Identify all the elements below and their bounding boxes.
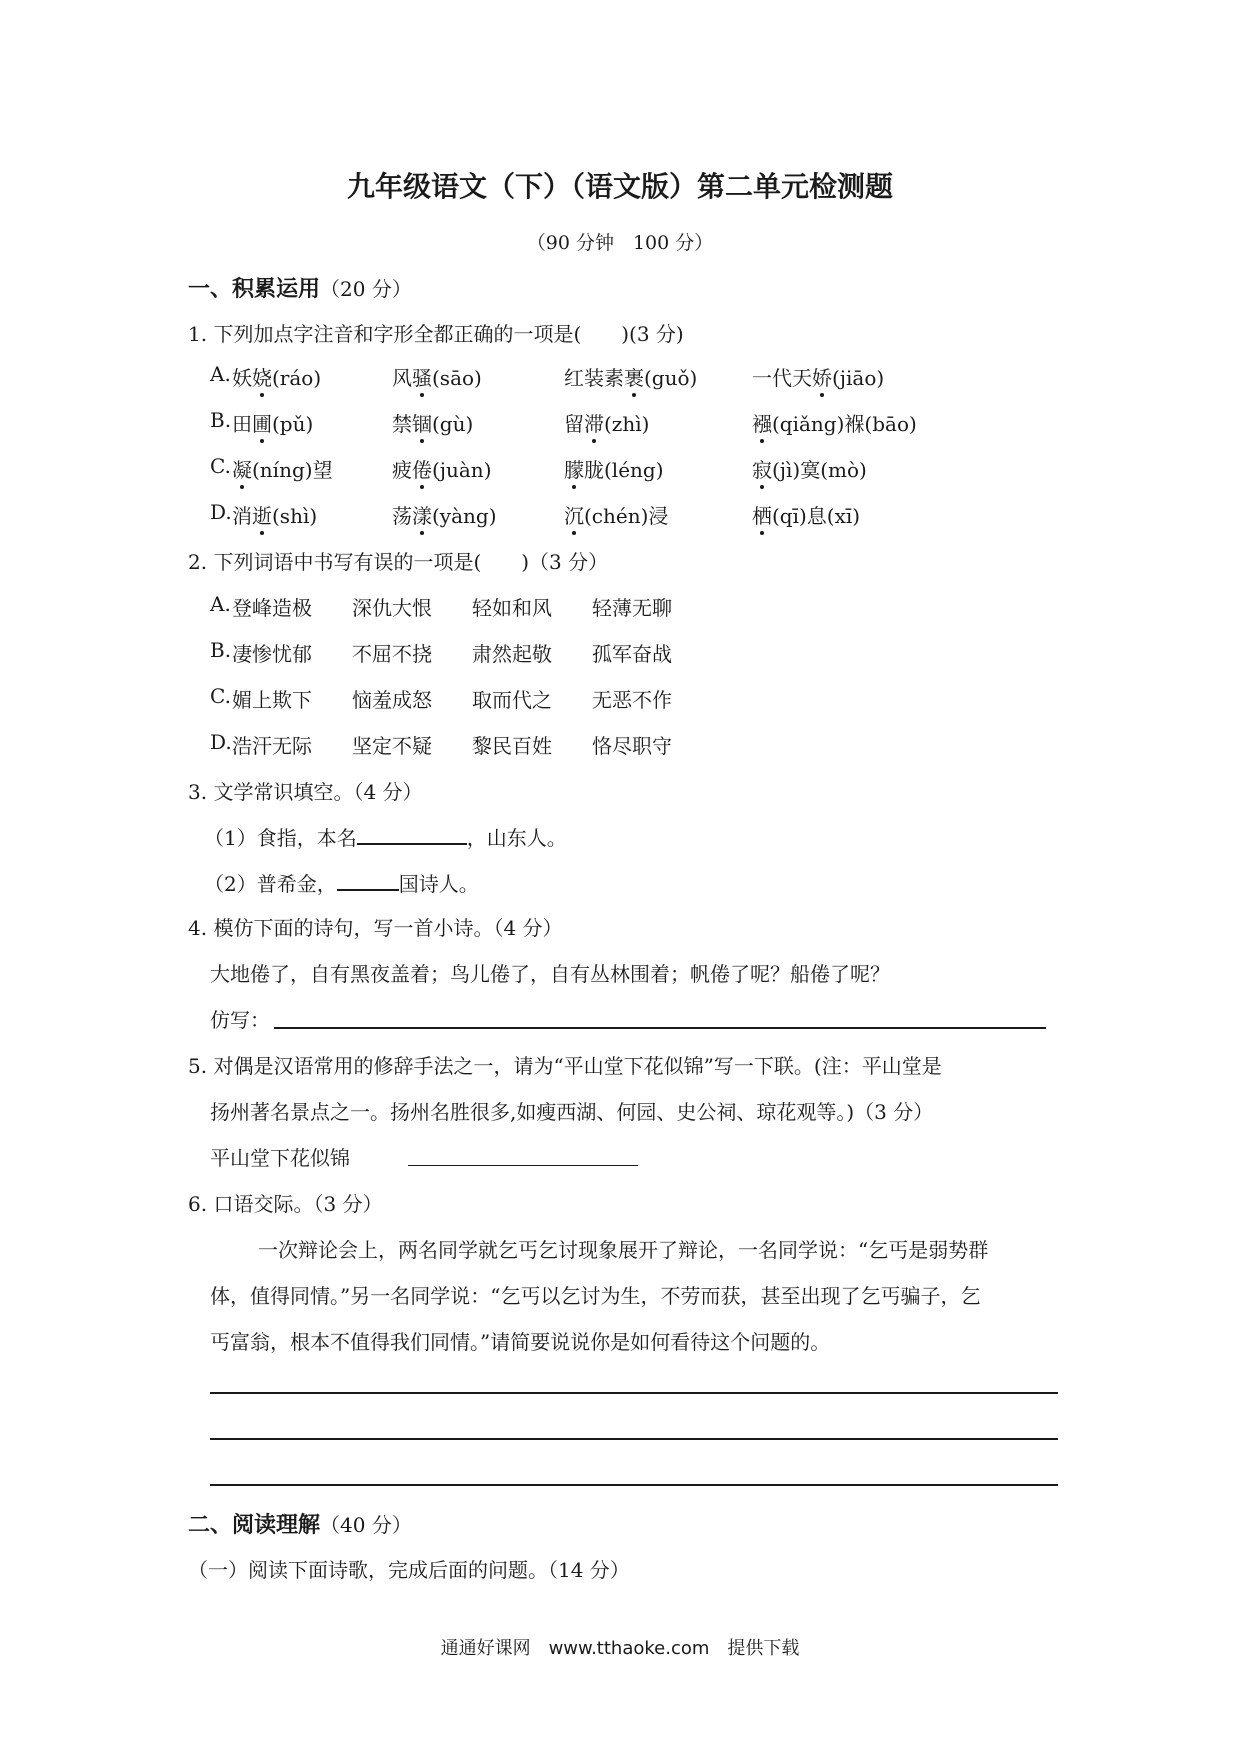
question-3-stem: 3. 文学常识填空。（4 分） <box>188 780 423 804</box>
answer-line[interactable] <box>274 1027 1046 1029</box>
dotted-character: 圃 <box>252 408 272 437</box>
option-word: 取而代之 <box>472 688 552 712</box>
dotted-character: 骚 <box>412 362 432 391</box>
option-item: 禁锢(gù) <box>392 408 473 437</box>
question-6-stem: 6. 口语交际。（3 分） <box>188 1192 383 1216</box>
option-label: A. <box>210 362 231 386</box>
footer-source: 通通好课网 www.tthaoke.com 提供下载 <box>440 1638 800 1659</box>
option-item: 消逝(shì) <box>232 500 317 529</box>
option-label: B. <box>210 408 232 432</box>
couplet-first-line: 平山堂下花似锦 <box>210 1146 350 1170</box>
dotted-character: 娆 <box>252 362 272 391</box>
option-item: 沉(chén)浸 <box>564 500 668 529</box>
option-word: 浩汗无际 <box>232 734 312 758</box>
option-label: C. <box>210 454 231 478</box>
option-word: 登峰造极 <box>232 596 312 620</box>
dotted-character: 朦 <box>564 454 584 483</box>
question-5-line-1: 5. 对偶是汉语常用的修辞手法之一，请为“平山堂下花似锦”写一下联。(注：平山堂是 <box>188 1054 942 1078</box>
page-title: 九年级语文（下）（语文版）第二单元检测题 <box>346 170 893 203</box>
reading-part-1-intro: （一）阅读下面诗歌，完成后面的问题。（14 分） <box>188 1558 630 1582</box>
answer-line[interactable] <box>210 1484 1058 1486</box>
option-item: 荡漾(yàng) <box>392 500 497 529</box>
question-6-line-3: 丐富翁，根本不值得我们同情。”请简要说说你是如何看待这个问题的。 <box>210 1330 831 1354</box>
option-item: 田圃(pǔ) <box>232 408 313 437</box>
question-6-line-1: 一次辩论会上，两名同学就乞丐乞讨现象展开了辩论，一名同学说：“乞丐是弱势群 <box>258 1238 989 1262</box>
dotted-character: 滞 <box>584 408 604 437</box>
dotted-character: 襁 <box>752 408 772 437</box>
time-score-info: （90 分钟 100 分） <box>526 232 714 254</box>
question-6-line-2: 体，值得同情。”另一名同学说：“乞丐以乞讨为生，不劳而获，甚至出现了乞丐骗子，乞 <box>210 1284 981 1308</box>
option-word: 媚上欺下 <box>232 688 312 712</box>
dotted-character: 栖 <box>752 500 772 529</box>
dotted-character: 倦 <box>412 454 432 483</box>
option-item: 寂(jì)寞(mò) <box>752 454 867 483</box>
question-3-item-2: （2）普希金， 国诗人。 <box>204 868 479 897</box>
option-word: 孤军奋战 <box>592 642 672 666</box>
option-word: 肃然起敬 <box>472 642 552 666</box>
option-item: 栖(qī)息(xī) <box>752 500 860 529</box>
dotted-character: 裹 <box>624 362 644 391</box>
dotted-character: 沉 <box>564 500 584 529</box>
option-item: 疲倦(juàn) <box>392 454 492 483</box>
option-word: 无恶不作 <box>592 688 672 712</box>
option-word: 恼羞成怒 <box>352 688 432 712</box>
option-word: 轻如和风 <box>472 596 552 620</box>
option-item: 朦胧(léng) <box>564 454 664 483</box>
dotted-character: 娇 <box>812 362 832 391</box>
option-word: 凄惨忧郁 <box>232 642 312 666</box>
option-item: 凝(níng)望 <box>232 454 333 483</box>
option-label: D. <box>210 500 232 524</box>
option-label: D. <box>210 730 232 754</box>
answer-blank[interactable] <box>337 869 399 891</box>
answer-blank[interactable] <box>357 823 467 845</box>
answer-line[interactable] <box>210 1438 1058 1440</box>
answer-line[interactable] <box>408 1165 638 1166</box>
section-heading-2: 二、阅读理解（40 分） <box>188 1512 412 1538</box>
question-5-line-2: 扬州著名景点之一。扬州名胜很多,如瘦西湖、何园、史公祠、琼花观等。)（3 分） <box>210 1100 934 1124</box>
imitate-label: 仿写： <box>210 1008 270 1032</box>
option-label: A. <box>210 592 231 616</box>
option-word: 黎民百姓 <box>472 734 552 758</box>
dotted-character: 漾 <box>412 500 432 529</box>
question-3-item-1: （1）食指，本名 ，山东人。 <box>204 822 567 851</box>
question-4-stem: 4. 模仿下面的诗句，写一首小诗。（4 分） <box>188 916 563 940</box>
option-item: 襁(qiǎng)褓(bāo) <box>752 408 917 437</box>
option-label: C. <box>210 684 231 708</box>
option-word: 轻薄无聊 <box>592 596 672 620</box>
option-word: 恪尽职守 <box>592 734 672 758</box>
option-item: 留滞(zhì) <box>564 408 649 437</box>
question-2-stem: 2. 下列词语中书写有误的一项是( )（3 分） <box>188 550 609 574</box>
option-word: 坚定不疑 <box>352 734 432 758</box>
dotted-character: 锢 <box>412 408 432 437</box>
option-word: 不屈不挠 <box>352 642 432 666</box>
option-label: B. <box>210 638 232 662</box>
dotted-character: 寂 <box>752 454 772 483</box>
question-1-stem: 1. 下列加点字注音和字形全都正确的一项是( )(3 分) <box>188 322 684 346</box>
option-item: 风骚(sāo) <box>392 362 482 391</box>
answer-line[interactable] <box>210 1392 1058 1394</box>
option-item: 红装素裹(guǒ) <box>564 362 697 391</box>
section-heading-1: 一、积累运用（20 分） <box>188 276 412 302</box>
option-word: 深仇大恨 <box>352 596 432 620</box>
dotted-character: 凝 <box>232 454 252 483</box>
option-item: 妖娆(ráo) <box>232 362 321 391</box>
question-4-poem: 大地倦了，自有黑夜盖着；鸟儿倦了，自有丛林围着；帆倦了呢？船倦了呢？ <box>210 962 890 986</box>
dotted-character: 逝 <box>252 500 272 529</box>
option-item: 一代天娇(jiāo) <box>752 362 884 391</box>
